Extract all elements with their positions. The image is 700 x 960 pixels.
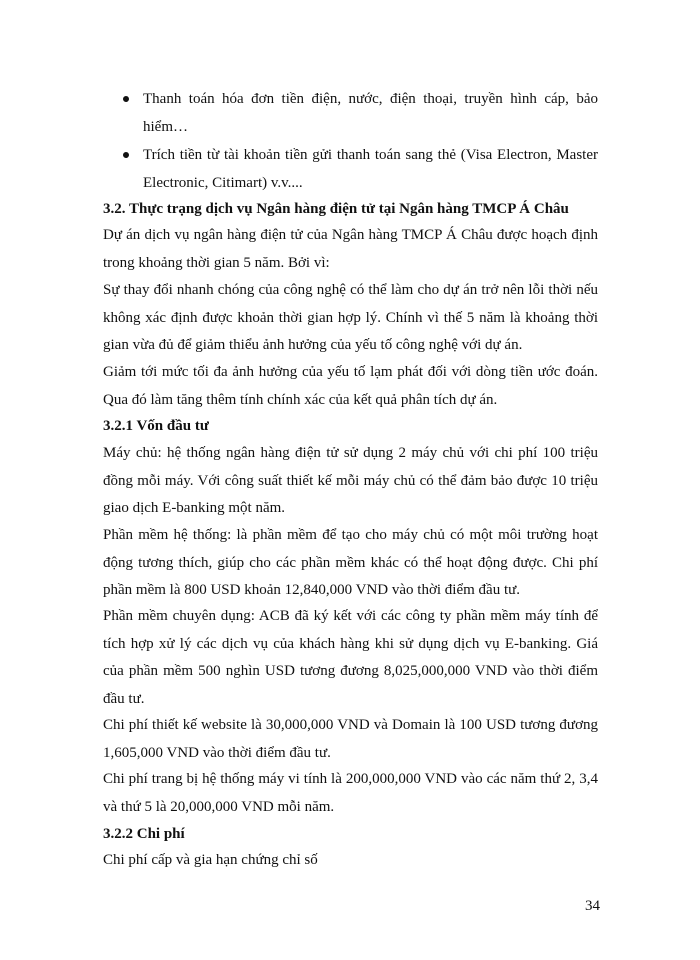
paragraph-certificate: Chi phí cấp và gia hạn chứng chỉ số <box>103 852 318 868</box>
paragraph-computers: Chi phí trang bị hệ thống máy vi tính là 200,000,000 VND vào các năm thứ 2, 3,4 và thứ 5 là 20,000,000 VND mỗi năm. <box>103 771 598 815</box>
bullet-item-card-transfer: Trích tiền từ tài khoản tiền gửi thanh toán sang thẻ (Visa Electron, Master Electronic, Citimart) v.v.... <box>143 147 598 191</box>
paragraph-system-software: Phần mềm hệ thống: là phần mềm để tạo cho máy chủ có một môi trường hoạt động tương thích, giúp cho các phần mềm khác có thể hoạt động được. Chi phí phần mềm là 800 USD khoản 12,840,000 VND vào thời điểm đầu tư. <box>103 527 598 598</box>
page-number: 34 <box>585 898 600 914</box>
paragraph-intro: Dự án dịch vụ ngân hàng điện tử của Ngân hàng TMCP Á Châu được hoạch định trong khoảng thời gian 5 năm. Bởi vì: <box>103 227 598 271</box>
paragraph-inflation: Giảm tới mức tối đa ảnh hưởng của yếu tố lạm phát đối với dòng tiền ước đoán. Qua đó làm tăng thêm tính chính xác của kết quả phân tích dự án. <box>103 364 598 408</box>
subsection-heading-costs: 3.2.2 Chi phí <box>103 826 185 842</box>
paragraph-specialized-software: Phần mềm chuyên dụng: ACB đã ký kết với các công ty phần mềm máy tính để tích hợp xử lý các dịch vụ của khách hàng khi sử dụng dịch vụ E-banking. Giá của phần mềm 500 nghìn USD tương đương 8,025,000,000 VND vào thời điểm đầu tư. <box>103 608 598 707</box>
paragraph-technology-change: Sự thay đổi nhanh chóng của công nghệ có thể làm cho dự án trở nên lỗi thời nếu không xác định được khoản thời gian hợp lý. Chính vì thế 5 năm là khoảng thời gian vừa đủ để giảm thiểu ảnh hưởng của yếu tố công nghệ với dự án. <box>103 282 598 353</box>
bullet-icon <box>123 152 129 158</box>
subsection-heading-investment: 3.2.1 Vốn đầu tư <box>103 418 209 434</box>
section-heading: 3.2. Thực trạng dịch vụ Ngân hàng điện tử tại Ngân hàng TMCP Á Châu <box>103 201 569 217</box>
bullet-item-billing: Thanh toán hóa đơn tiền điện, nước, điện thoại, truyền hình cáp, bảo hiểm… <box>143 91 598 135</box>
paragraph-servers: Máy chủ: hệ thống ngân hàng điện tử sử dụng 2 máy chủ với chi phí 100 triệu đồng mỗi máy. Với công suất thiết kế mỗi máy chủ có thể đảm bảo được 10 triệu giao dịch E-banking một năm. <box>103 445 598 516</box>
paragraph-website: Chi phí thiết kế website là 30,000,000 VND và Domain là 100 USD tương đương 1,605,000 VND vào thời điểm đầu tư. <box>103 717 598 761</box>
bullet-icon <box>123 96 129 102</box>
